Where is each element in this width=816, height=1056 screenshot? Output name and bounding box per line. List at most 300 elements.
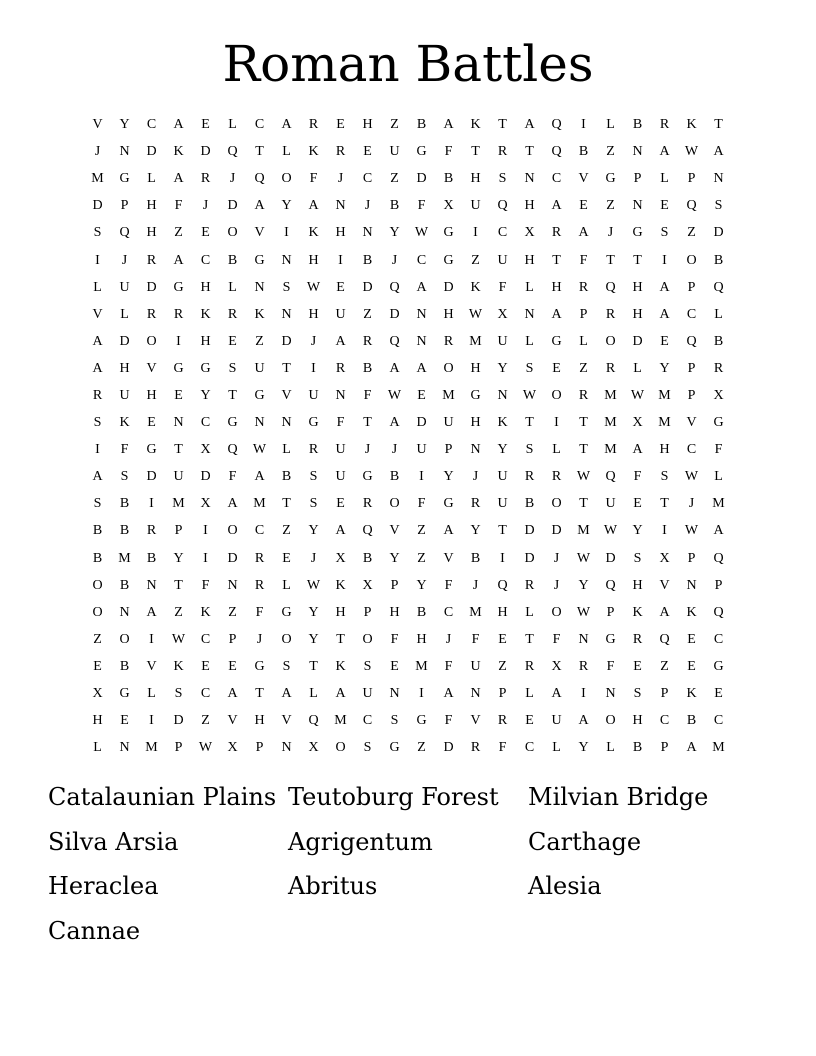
grid-letter[interactable]: V bbox=[281, 387, 292, 403]
grid-letter[interactable]: N bbox=[254, 415, 265, 431]
grid-letter[interactable]: A bbox=[389, 360, 400, 376]
grid-letter[interactable]: W bbox=[684, 469, 699, 485]
grid-letter[interactable]: U bbox=[416, 442, 427, 458]
grid-letter[interactable]: G bbox=[443, 496, 454, 512]
grid-letter[interactable]: O bbox=[362, 631, 373, 647]
grid-letter[interactable]: L bbox=[660, 171, 669, 187]
grid-letter[interactable]: X bbox=[308, 740, 319, 756]
grid-letter[interactable]: M bbox=[415, 658, 428, 674]
grid-letter[interactable]: Y bbox=[497, 360, 508, 376]
grid-letter[interactable]: H bbox=[335, 604, 346, 620]
grid-letter[interactable]: A bbox=[227, 686, 238, 702]
grid-letter[interactable]: Z bbox=[174, 225, 183, 241]
grid-letter[interactable]: E bbox=[201, 658, 210, 674]
grid-letter[interactable]: K bbox=[686, 686, 697, 702]
grid-letter[interactable]: F bbox=[417, 198, 426, 214]
grid-letter[interactable]: N bbox=[281, 415, 292, 431]
grid-letter[interactable]: R bbox=[524, 469, 535, 485]
grid-letter[interactable]: Q bbox=[362, 523, 373, 539]
grid-letter[interactable]: P bbox=[120, 198, 129, 214]
grid-letter[interactable]: B bbox=[362, 550, 373, 566]
grid-letter[interactable]: L bbox=[93, 279, 102, 295]
grid-letter[interactable]: S bbox=[525, 360, 534, 376]
grid-letter[interactable]: S bbox=[282, 658, 291, 674]
grid-letter[interactable]: C bbox=[713, 713, 724, 729]
grid-letter[interactable]: S bbox=[714, 198, 723, 214]
grid-letter[interactable]: P bbox=[606, 604, 615, 620]
grid-letter[interactable]: P bbox=[687, 171, 696, 187]
grid-letter[interactable]: A bbox=[146, 604, 157, 620]
grid-letter[interactable]: O bbox=[551, 387, 562, 403]
grid-letter[interactable]: N bbox=[281, 306, 292, 322]
grid-letter[interactable]: H bbox=[470, 171, 481, 187]
grid-letter[interactable]: Y bbox=[119, 117, 130, 133]
grid-letter[interactable]: N bbox=[119, 144, 130, 160]
grid-letter[interactable]: F bbox=[444, 713, 453, 729]
grid-letter[interactable]: I bbox=[500, 550, 505, 566]
grid-letter[interactable]: M bbox=[577, 523, 590, 539]
grid-letter[interactable]: B bbox=[119, 523, 130, 539]
grid-letter[interactable]: W bbox=[684, 523, 699, 539]
grid-letter[interactable]: J bbox=[607, 225, 614, 241]
grid-letter[interactable]: J bbox=[688, 496, 695, 512]
grid-letter[interactable]: X bbox=[659, 550, 670, 566]
grid-letter[interactable]: A bbox=[335, 686, 346, 702]
grid-letter[interactable]: Z bbox=[498, 658, 507, 674]
grid-letter[interactable]: N bbox=[173, 415, 184, 431]
grid-letter[interactable]: H bbox=[659, 442, 670, 458]
grid-letter[interactable]: E bbox=[687, 658, 696, 674]
grid-letter[interactable]: N bbox=[281, 740, 292, 756]
grid-letter[interactable]: N bbox=[389, 686, 400, 702]
grid-letter[interactable]: Z bbox=[228, 604, 237, 620]
grid-letter[interactable]: Y bbox=[659, 360, 670, 376]
grid-letter[interactable]: H bbox=[632, 279, 643, 295]
grid-letter[interactable]: N bbox=[335, 198, 346, 214]
grid-letter[interactable]: M bbox=[658, 415, 671, 431]
grid-letter[interactable]: R bbox=[578, 387, 589, 403]
grid-letter[interactable]: E bbox=[174, 387, 183, 403]
grid-letter[interactable]: R bbox=[146, 252, 157, 268]
grid-letter[interactable]: G bbox=[443, 225, 454, 241]
grid-letter[interactable]: G bbox=[281, 604, 292, 620]
grid-letter[interactable]: Q bbox=[254, 171, 265, 187]
grid-letter[interactable]: Q bbox=[497, 198, 508, 214]
grid-letter[interactable]: B bbox=[281, 469, 292, 485]
grid-letter[interactable]: Z bbox=[201, 713, 210, 729]
grid-letter[interactable]: V bbox=[443, 550, 454, 566]
grid-letter[interactable]: L bbox=[525, 279, 534, 295]
grid-letter[interactable]: F bbox=[633, 469, 642, 485]
grid-letter[interactable]: R bbox=[254, 550, 265, 566]
grid-letter[interactable]: T bbox=[606, 252, 615, 268]
grid-letter[interactable]: X bbox=[497, 306, 508, 322]
grid-letter[interactable]: O bbox=[92, 604, 103, 620]
grid-letter[interactable]: R bbox=[470, 496, 481, 512]
grid-letter[interactable]: W bbox=[522, 387, 537, 403]
grid-letter[interactable]: T bbox=[579, 442, 588, 458]
grid-letter[interactable]: N bbox=[605, 686, 616, 702]
grid-letter[interactable]: N bbox=[254, 279, 265, 295]
grid-letter[interactable]: G bbox=[308, 415, 319, 431]
grid-letter[interactable]: B bbox=[362, 360, 373, 376]
grid-letter[interactable]: D bbox=[524, 523, 535, 539]
grid-letter[interactable]: R bbox=[551, 225, 562, 241]
grid-letter[interactable]: X bbox=[200, 442, 211, 458]
grid-letter[interactable]: Q bbox=[227, 442, 238, 458]
grid-letter[interactable]: Y bbox=[443, 469, 454, 485]
grid-letter[interactable]: K bbox=[335, 658, 346, 674]
grid-letter[interactable]: L bbox=[633, 360, 642, 376]
grid-letter[interactable]: D bbox=[227, 550, 238, 566]
grid-letter[interactable]: O bbox=[605, 333, 616, 349]
grid-letter[interactable]: V bbox=[254, 225, 265, 241]
grid-letter[interactable]: D bbox=[416, 415, 427, 431]
grid-letter[interactable]: C bbox=[686, 306, 697, 322]
grid-letter[interactable]: P bbox=[687, 360, 696, 376]
grid-letter[interactable]: H bbox=[551, 279, 562, 295]
grid-letter[interactable]: Z bbox=[660, 658, 669, 674]
grid-letter[interactable]: C bbox=[362, 713, 373, 729]
grid-letter[interactable]: T bbox=[525, 631, 534, 647]
grid-letter[interactable]: E bbox=[633, 496, 642, 512]
grid-letter[interactable]: N bbox=[578, 631, 589, 647]
grid-letter[interactable]: E bbox=[336, 496, 345, 512]
grid-letter[interactable]: C bbox=[200, 415, 211, 431]
grid-letter[interactable]: K bbox=[200, 306, 211, 322]
grid-letter[interactable]: G bbox=[713, 415, 724, 431]
grid-letter[interactable]: D bbox=[713, 225, 724, 241]
grid-letter[interactable]: J bbox=[364, 442, 371, 458]
grid-letter[interactable]: Z bbox=[363, 306, 372, 322]
grid-letter[interactable]: A bbox=[281, 117, 292, 133]
grid-letter[interactable]: H bbox=[470, 360, 481, 376]
grid-letter[interactable]: J bbox=[310, 550, 317, 566]
grid-letter[interactable]: B bbox=[227, 252, 238, 268]
grid-letter[interactable]: Q bbox=[659, 631, 670, 647]
grid-letter[interactable]: K bbox=[497, 415, 508, 431]
grid-letter[interactable]: D bbox=[416, 171, 427, 187]
grid-letter[interactable]: F bbox=[444, 577, 453, 593]
grid-letter[interactable]: G bbox=[416, 713, 427, 729]
grid-letter[interactable]: K bbox=[119, 415, 130, 431]
grid-letter[interactable]: U bbox=[254, 360, 265, 376]
grid-letter[interactable]: F bbox=[336, 415, 345, 431]
grid-letter[interactable]: N bbox=[362, 225, 373, 241]
grid-letter[interactable]: A bbox=[686, 740, 697, 756]
grid-letter[interactable]: U bbox=[497, 469, 508, 485]
grid-letter[interactable]: K bbox=[308, 225, 319, 241]
grid-letter[interactable]: V bbox=[686, 415, 697, 431]
grid-letter[interactable]: D bbox=[632, 333, 643, 349]
grid-letter[interactable]: J bbox=[94, 144, 101, 160]
grid-letter[interactable]: W bbox=[414, 225, 429, 241]
grid-letter[interactable]: K bbox=[173, 144, 184, 160]
grid-letter[interactable]: R bbox=[335, 144, 346, 160]
grid-letter[interactable]: F bbox=[390, 631, 399, 647]
grid-letter[interactable]: J bbox=[391, 252, 398, 268]
grid-letter[interactable]: R bbox=[443, 333, 454, 349]
grid-letter[interactable]: H bbox=[119, 360, 130, 376]
grid-letter[interactable]: D bbox=[389, 306, 400, 322]
grid-letter[interactable]: C bbox=[659, 713, 670, 729]
grid-letter[interactable]: T bbox=[336, 631, 345, 647]
grid-letter[interactable]: A bbox=[92, 333, 103, 349]
grid-letter[interactable]: Z bbox=[390, 171, 399, 187]
grid-letter[interactable]: V bbox=[146, 658, 157, 674]
grid-letter[interactable]: W bbox=[576, 604, 591, 620]
grid-letter[interactable]: R bbox=[551, 469, 562, 485]
grid-letter[interactable]: F bbox=[471, 631, 480, 647]
grid-letter[interactable]: M bbox=[442, 387, 455, 403]
grid-letter[interactable]: K bbox=[686, 117, 697, 133]
grid-letter[interactable]: F bbox=[498, 279, 507, 295]
grid-letter[interactable]: R bbox=[335, 360, 346, 376]
grid-letter[interactable]: I bbox=[419, 686, 424, 702]
grid-letter[interactable]: H bbox=[416, 631, 427, 647]
grid-letter[interactable]: B bbox=[578, 144, 589, 160]
grid-letter[interactable]: D bbox=[146, 279, 157, 295]
grid-letter[interactable]: X bbox=[551, 658, 562, 674]
grid-letter[interactable]: E bbox=[579, 198, 588, 214]
grid-letter[interactable]: F bbox=[255, 604, 264, 620]
grid-letter[interactable]: T bbox=[525, 144, 534, 160]
grid-letter[interactable]: P bbox=[444, 442, 453, 458]
grid-letter[interactable]: L bbox=[525, 333, 534, 349]
grid-letter[interactable]: L bbox=[606, 740, 615, 756]
grid-letter[interactable]: P bbox=[714, 577, 723, 593]
grid-letter[interactable]: K bbox=[254, 306, 265, 322]
grid-letter[interactable]: E bbox=[498, 631, 507, 647]
grid-letter[interactable]: T bbox=[363, 415, 372, 431]
grid-letter[interactable]: Z bbox=[687, 225, 696, 241]
grid-letter[interactable]: A bbox=[578, 713, 589, 729]
grid-letter[interactable]: R bbox=[146, 523, 157, 539]
grid-letter[interactable]: N bbox=[416, 306, 427, 322]
grid-letter[interactable]: A bbox=[173, 252, 184, 268]
grid-letter[interactable]: I bbox=[203, 523, 208, 539]
grid-letter[interactable]: G bbox=[254, 387, 265, 403]
grid-letter[interactable]: G bbox=[173, 279, 184, 295]
grid-letter[interactable]: J bbox=[310, 333, 317, 349]
grid-letter[interactable]: X bbox=[227, 740, 238, 756]
grid-letter[interactable]: T bbox=[579, 496, 588, 512]
grid-letter[interactable]: E bbox=[147, 415, 156, 431]
grid-letter[interactable]: Z bbox=[417, 523, 426, 539]
grid-letter[interactable]: K bbox=[200, 604, 211, 620]
grid-letter[interactable]: H bbox=[362, 117, 373, 133]
grid-letter[interactable]: N bbox=[524, 306, 535, 322]
grid-letter[interactable]: D bbox=[281, 333, 292, 349]
grid-letter[interactable]: L bbox=[282, 144, 291, 160]
grid-letter[interactable]: P bbox=[363, 604, 372, 620]
grid-letter[interactable]: F bbox=[444, 658, 453, 674]
grid-letter[interactable]: E bbox=[336, 117, 345, 133]
grid-letter[interactable]: V bbox=[578, 171, 589, 187]
grid-letter[interactable]: B bbox=[524, 496, 535, 512]
grid-letter[interactable]: C bbox=[200, 631, 211, 647]
grid-letter[interactable]: T bbox=[525, 415, 534, 431]
grid-letter[interactable]: M bbox=[469, 604, 482, 620]
grid-letter[interactable]: Q bbox=[686, 198, 697, 214]
grid-letter[interactable]: Y bbox=[497, 442, 508, 458]
grid-letter[interactable]: E bbox=[714, 686, 723, 702]
grid-letter[interactable]: A bbox=[173, 117, 184, 133]
grid-letter[interactable]: F bbox=[444, 144, 453, 160]
grid-letter[interactable]: K bbox=[470, 117, 481, 133]
grid-letter[interactable]: S bbox=[363, 658, 372, 674]
grid-letter[interactable]: N bbox=[470, 686, 481, 702]
grid-letter[interactable]: Q bbox=[308, 713, 319, 729]
grid-letter[interactable]: G bbox=[416, 144, 427, 160]
grid-letter[interactable]: I bbox=[149, 631, 154, 647]
grid-letter[interactable]: H bbox=[632, 577, 643, 593]
grid-letter[interactable]: D bbox=[92, 198, 103, 214]
grid-letter[interactable]: F bbox=[309, 171, 318, 187]
grid-letter[interactable]: Q bbox=[605, 469, 616, 485]
grid-letter[interactable]: P bbox=[687, 279, 696, 295]
grid-letter[interactable]: M bbox=[172, 496, 185, 512]
grid-letter[interactable]: I bbox=[662, 523, 667, 539]
grid-letter[interactable]: O bbox=[551, 604, 562, 620]
grid-letter[interactable]: F bbox=[552, 631, 561, 647]
grid-letter[interactable]: S bbox=[363, 740, 372, 756]
grid-letter[interactable]: Y bbox=[632, 523, 643, 539]
grid-letter[interactable]: V bbox=[389, 523, 400, 539]
grid-letter[interactable]: D bbox=[443, 740, 454, 756]
grid-letter[interactable]: B bbox=[119, 658, 130, 674]
grid-letter[interactable]: D bbox=[200, 469, 211, 485]
grid-letter[interactable]: U bbox=[605, 496, 616, 512]
grid-letter[interactable]: A bbox=[227, 496, 238, 512]
grid-letter[interactable]: I bbox=[149, 713, 154, 729]
grid-letter[interactable]: H bbox=[524, 198, 535, 214]
grid-letter[interactable]: I bbox=[95, 252, 100, 268]
grid-letter[interactable]: E bbox=[660, 333, 669, 349]
grid-letter[interactable]: R bbox=[308, 442, 319, 458]
grid-letter[interactable]: N bbox=[416, 333, 427, 349]
grid-letter[interactable]: J bbox=[337, 171, 344, 187]
grid-letter[interactable]: D bbox=[362, 279, 373, 295]
grid-letter[interactable]: Y bbox=[578, 577, 589, 593]
grid-letter[interactable]: S bbox=[660, 469, 669, 485]
grid-letter[interactable]: I bbox=[284, 225, 289, 241]
grid-letter[interactable]: E bbox=[552, 360, 561, 376]
grid-letter[interactable]: Z bbox=[174, 604, 183, 620]
grid-letter[interactable]: C bbox=[146, 117, 157, 133]
grid-letter[interactable]: A bbox=[335, 523, 346, 539]
grid-letter[interactable]: C bbox=[254, 523, 265, 539]
grid-letter[interactable]: M bbox=[604, 415, 617, 431]
grid-letter[interactable]: F bbox=[417, 496, 426, 512]
grid-letter[interactable]: T bbox=[660, 496, 669, 512]
grid-letter[interactable]: A bbox=[443, 686, 454, 702]
grid-letter[interactable]: P bbox=[633, 171, 642, 187]
grid-letter[interactable]: C bbox=[416, 252, 427, 268]
grid-letter[interactable]: B bbox=[389, 198, 400, 214]
grid-letter[interactable]: L bbox=[552, 442, 561, 458]
grid-letter[interactable]: L bbox=[228, 279, 237, 295]
grid-letter[interactable]: O bbox=[281, 171, 292, 187]
grid-letter[interactable]: C bbox=[362, 171, 373, 187]
grid-letter[interactable]: G bbox=[389, 740, 400, 756]
grid-letter[interactable]: I bbox=[473, 225, 478, 241]
grid-letter[interactable]: H bbox=[92, 713, 103, 729]
grid-letter[interactable]: R bbox=[254, 577, 265, 593]
grid-letter[interactable]: A bbox=[443, 117, 454, 133]
grid-letter[interactable]: S bbox=[282, 279, 291, 295]
grid-letter[interactable]: U bbox=[497, 496, 508, 512]
grid-letter[interactable]: V bbox=[92, 117, 103, 133]
grid-letter[interactable]: A bbox=[659, 306, 670, 322]
grid-letter[interactable]: N bbox=[632, 144, 643, 160]
grid-letter[interactable]: M bbox=[604, 442, 617, 458]
grid-letter[interactable]: N bbox=[713, 171, 724, 187]
grid-letter[interactable]: H bbox=[308, 306, 319, 322]
grid-letter[interactable]: X bbox=[92, 686, 103, 702]
grid-letter[interactable]: H bbox=[200, 333, 211, 349]
grid-letter[interactable]: U bbox=[551, 713, 562, 729]
grid-letter[interactable]: C bbox=[497, 225, 508, 241]
grid-letter[interactable]: Y bbox=[200, 387, 211, 403]
grid-letter[interactable]: A bbox=[389, 415, 400, 431]
grid-letter[interactable]: H bbox=[254, 713, 265, 729]
grid-letter[interactable]: P bbox=[390, 577, 399, 593]
grid-letter[interactable]: N bbox=[470, 442, 481, 458]
grid-letter[interactable]: G bbox=[443, 252, 454, 268]
grid-letter[interactable]: B bbox=[119, 496, 130, 512]
grid-letter[interactable]: U bbox=[470, 658, 481, 674]
grid-letter[interactable]: R bbox=[362, 333, 373, 349]
grid-letter[interactable]: U bbox=[308, 387, 319, 403]
grid-letter[interactable]: V bbox=[470, 713, 481, 729]
grid-letter[interactable]: X bbox=[713, 387, 724, 403]
grid-letter[interactable]: H bbox=[470, 415, 481, 431]
grid-letter[interactable]: B bbox=[92, 550, 103, 566]
grid-letter[interactable]: S bbox=[633, 550, 642, 566]
grid-letter[interactable]: H bbox=[146, 225, 157, 241]
grid-letter[interactable]: L bbox=[579, 333, 588, 349]
grid-letter[interactable]: X bbox=[362, 577, 373, 593]
grid-letter[interactable]: D bbox=[443, 279, 454, 295]
grid-letter[interactable]: N bbox=[335, 387, 346, 403]
grid-letter[interactable]: H bbox=[308, 252, 319, 268]
grid-letter[interactable]: R bbox=[524, 577, 535, 593]
grid-letter[interactable]: S bbox=[309, 496, 318, 512]
grid-letter[interactable]: E bbox=[228, 333, 237, 349]
grid-letter[interactable]: B bbox=[470, 550, 481, 566]
grid-letter[interactable]: H bbox=[389, 604, 400, 620]
grid-letter[interactable]: E bbox=[201, 225, 210, 241]
grid-letter[interactable]: M bbox=[118, 550, 131, 566]
grid-letter[interactable]: P bbox=[660, 686, 669, 702]
grid-letter[interactable]: L bbox=[282, 442, 291, 458]
grid-letter[interactable]: N bbox=[227, 577, 238, 593]
grid-letter[interactable]: Y bbox=[308, 604, 319, 620]
grid-letter[interactable]: N bbox=[281, 252, 292, 268]
grid-letter[interactable]: R bbox=[497, 144, 508, 160]
grid-letter[interactable]: J bbox=[445, 631, 452, 647]
grid-letter[interactable]: R bbox=[227, 306, 238, 322]
grid-letter[interactable]: R bbox=[362, 496, 373, 512]
grid-letter[interactable]: S bbox=[660, 225, 669, 241]
grid-letter[interactable]: G bbox=[632, 225, 643, 241]
grid-letter[interactable]: L bbox=[120, 306, 129, 322]
grid-letter[interactable]: D bbox=[200, 144, 211, 160]
grid-letter[interactable]: R bbox=[497, 713, 508, 729]
grid-letter[interactable]: U bbox=[470, 198, 481, 214]
grid-letter[interactable]: S bbox=[498, 171, 507, 187]
